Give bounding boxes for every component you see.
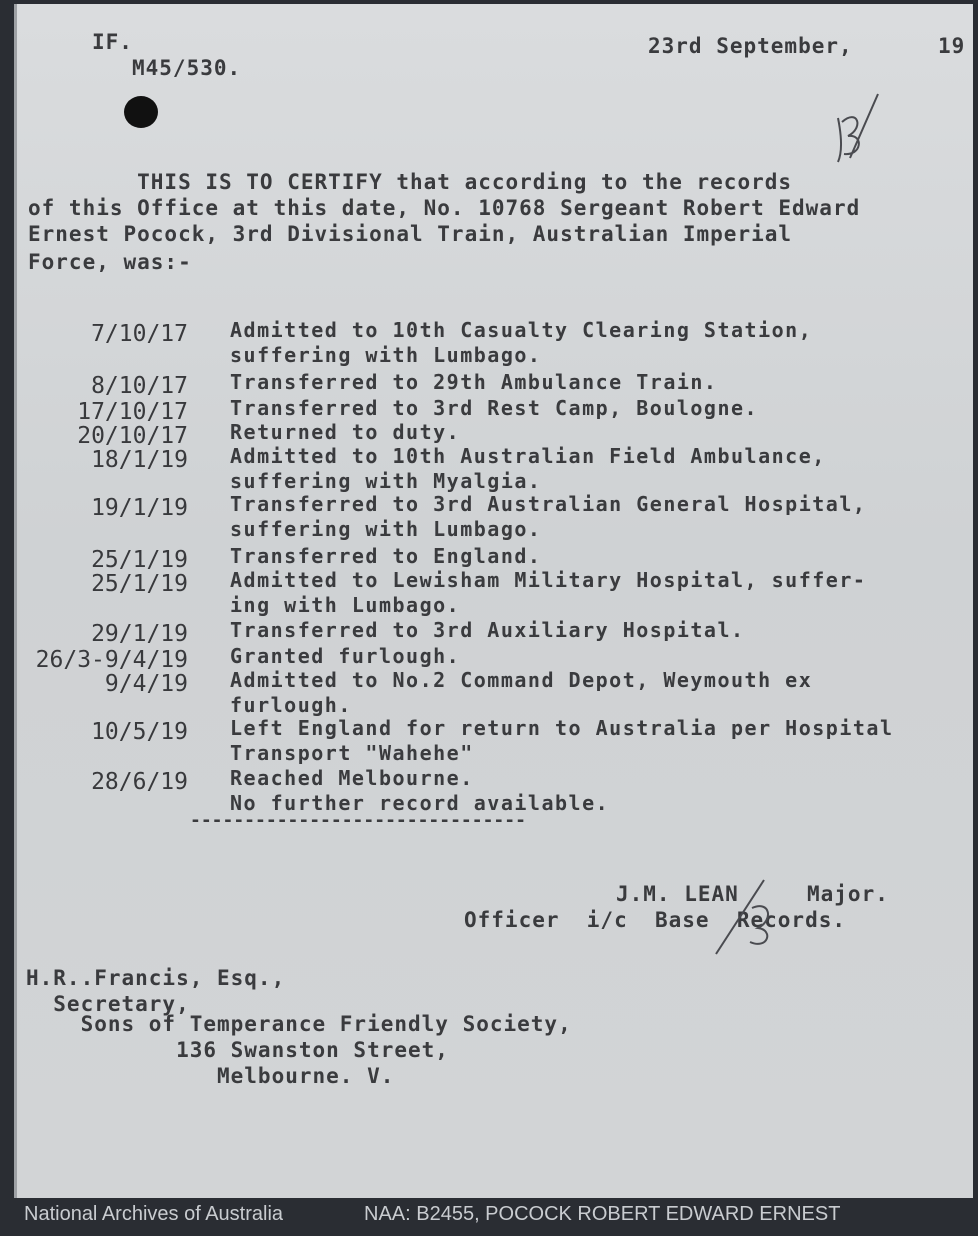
punch-hole (124, 96, 158, 128)
entry-text: Transferred to England. (230, 544, 542, 568)
entry-text: Transferred to 3rd Australian General Hospital, suffering with Lumbago. (230, 492, 867, 541)
file-code: IF. (92, 30, 133, 54)
archive-name: National Archives of Australia (24, 1203, 284, 1225)
certificate-line: Ernest Pocock, 3rd Divisional Train, Australian Imperial (28, 222, 793, 246)
entry-date: 20/10/17 (77, 423, 188, 449)
archive-citation: NAA: B2455, POCOCK ROBERT EDWARD ERNEST (364, 1203, 841, 1225)
entry-date: 7/10/17 (91, 321, 188, 347)
certificate-line: THIS IS TO CERTIFY that according to the records (28, 170, 793, 194)
certificate-line: Force, was:- (28, 250, 192, 274)
entry-date: 8/10/17 (91, 373, 188, 399)
addressee-line: Sons of Temperance Friendly Society, (26, 1012, 572, 1036)
entry-date: 10/5/19 (91, 719, 188, 745)
separator-line: ------------------------------- (190, 810, 526, 831)
entry-date: 28/6/19 (91, 769, 188, 795)
entry-text: Granted furlough. (230, 644, 461, 668)
document-year: 19 (938, 34, 966, 58)
entry-text: Reached Melbourne. No further record available. (230, 766, 610, 815)
addressee-line: Melbourne. V. (26, 1064, 395, 1088)
entry-date: 18/1/19 (91, 447, 188, 473)
entry-text: Transferred to 3rd Rest Camp, Boulogne. (230, 396, 759, 420)
signature-name: J.M. LEAN Major. (616, 882, 889, 906)
entry-text: Transferred to 29th Ambulance Train. (230, 370, 718, 394)
entry-text: Admitted to 10th Australian Field Ambulance, suffering with Myalgia. (230, 444, 826, 493)
entry-date: 17/10/17 (77, 399, 188, 425)
entry-text: Left England for return to Australia per Hospital Transport "Wahehe" (230, 716, 894, 765)
entry-text: Admitted to 10th Casualty Clearing Station, suffering with Lumbago. (230, 318, 813, 367)
entry-date: 19/1/19 (91, 495, 188, 521)
signature-title: Officer i/c Base Records. (464, 908, 847, 932)
entry-date: 25/1/19 (91, 547, 188, 573)
entry-date: 26/3-9/4/19 (35, 647, 188, 673)
handwritten-initials (820, 88, 890, 168)
reference-number: M45/530. (132, 56, 242, 80)
entry-text: Returned to duty. (230, 420, 461, 444)
addressee-line: 136 Swanston Street, (26, 1038, 449, 1062)
certificate-line: of this Office at this date, No. 10768 Sergeant Robert Edward (28, 196, 861, 220)
addressee-line: Secretary, (26, 992, 190, 1016)
entry-text: Admitted to Lewisham Military Hospital, suffer- ing with Lumbago. (230, 568, 867, 617)
entry-text: Admitted to No.2 Command Depot, Weymouth ex furlough. (230, 668, 813, 717)
handwritten-signature (712, 878, 782, 958)
entry-date: 9/4/19 (104, 671, 188, 697)
document-date: 23rd September, (648, 34, 853, 58)
addressee-line: H.R..Francis, Esq., (26, 966, 286, 990)
entry-date: 29/1/19 (91, 621, 188, 647)
entry-date: 25/1/19 (91, 571, 188, 597)
entry-text: Transferred to 3rd Auxiliary Hospital. (230, 618, 745, 642)
